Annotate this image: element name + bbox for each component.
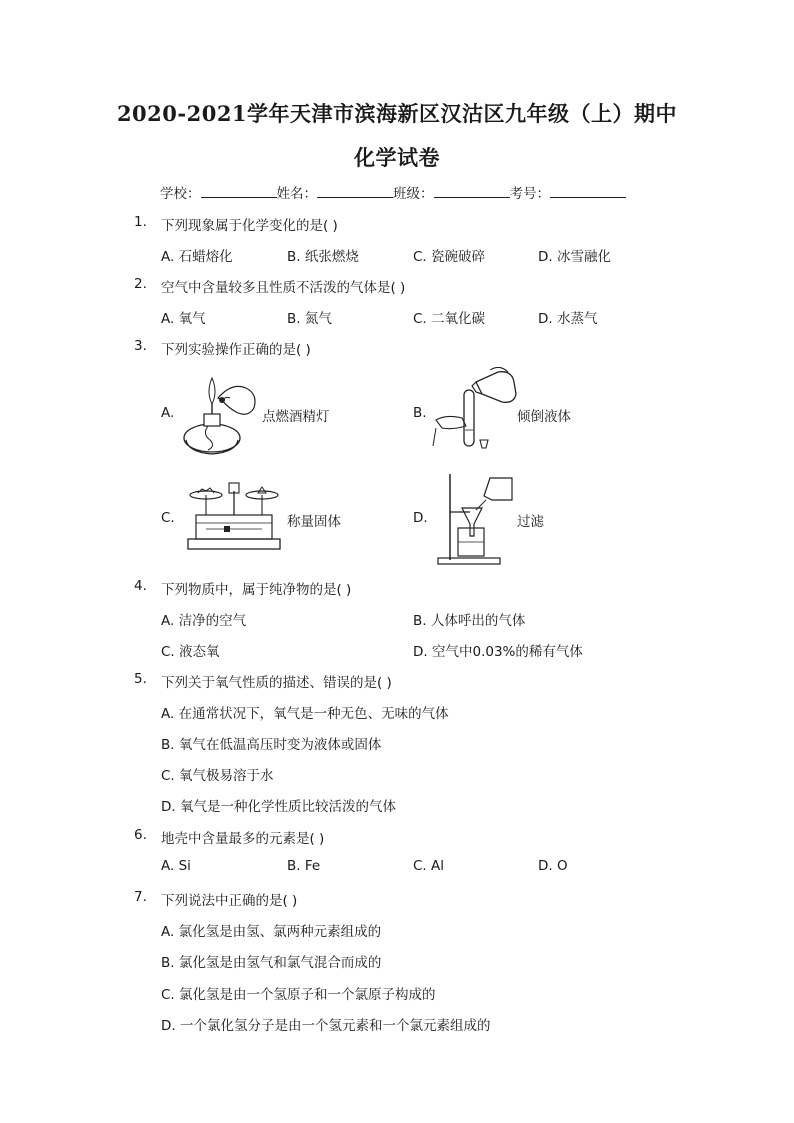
question-5	[0, 671, 794, 691]
question-text: 下列实验操作正确的是( )	[161, 342, 311, 358]
option-c[interactable]: C. 二氧化碳	[413, 311, 486, 327]
question-number: 5.	[134, 671, 147, 687]
question-text: 空气中含量较多且性质不活泼的气体是( )	[161, 280, 406, 296]
option-a[interactable]: A. 在通常状况下，氧气是一种无色、无味的气体	[161, 706, 449, 722]
option-c[interactable]: C. Al	[413, 858, 444, 874]
option-b[interactable]: B.	[413, 405, 427, 421]
option-a[interactable]: A. 洁净的空气	[161, 613, 247, 629]
class-label: 班级：	[393, 186, 434, 202]
exam-no-label: 考号：	[509, 186, 550, 202]
option-d[interactable]: D. 冰雪融化	[538, 249, 611, 265]
exam-subtitle: 化学试卷	[354, 145, 440, 170]
option-a[interactable]: A. 氧气	[161, 311, 206, 327]
option-d[interactable]: D.	[413, 510, 428, 526]
option-b[interactable]: B. Fe	[287, 858, 321, 874]
option-b[interactable]: B. 人体呼出的气体	[413, 613, 526, 629]
question-number: 6.	[134, 827, 147, 843]
option-a[interactable]: A. 石蜡熔化	[161, 249, 233, 265]
option-d[interactable]: D. 空气中0.03%的稀有气体	[413, 644, 583, 660]
school-blank[interactable]	[201, 183, 277, 198]
option-c[interactable]: C. 液态氧	[161, 644, 220, 660]
option-a[interactable]: A. Si	[161, 858, 191, 874]
exam-no-blank[interactable]	[550, 183, 626, 198]
question-number: 4.	[134, 578, 147, 594]
question-6	[0, 827, 794, 847]
option-b[interactable]: B. 纸张燃烧	[287, 249, 359, 265]
exam-title: 2020-2021学年天津市滨海新区汉沽区九年级（上）期中	[116, 101, 678, 126]
class-blank[interactable]	[434, 183, 510, 198]
name-blank[interactable]	[317, 183, 393, 198]
pouring-liquid-figure	[432, 364, 522, 460]
option-b[interactable]: B. 氧气在低温高压时变为液体或固体	[161, 737, 382, 753]
option-d[interactable]: D. O	[538, 858, 568, 874]
figure-label: 称量固体	[287, 514, 341, 530]
option-c[interactable]: C.	[161, 510, 175, 526]
option-c[interactable]: C. 氯化氢是由一个氢原子和一个氯原子构成的	[161, 987, 436, 1003]
student-info-line	[160, 182, 626, 202]
question-text: 地壳中含量最多的元素是( )	[161, 831, 325, 847]
question-number: 1.	[134, 214, 147, 230]
question-number: 2.	[134, 276, 147, 292]
question-text: 下列说法中正确的是( )	[161, 893, 298, 909]
option-d[interactable]: D. 水蒸气	[538, 311, 598, 327]
question-text: 下列物质中，属于纯净物的是( )	[161, 582, 352, 598]
figure-label: 倾倒液体	[517, 409, 571, 425]
figure-label: 过滤	[517, 514, 544, 530]
school-label: 学校：	[160, 186, 201, 202]
option-a[interactable]: A. 氯化氢是由氢、氯两种元素组成的	[161, 924, 382, 940]
question-4	[0, 578, 794, 598]
option-d[interactable]: D. 氧气是一种化学性质比较活泼的气体	[161, 799, 396, 815]
name-label: 姓名：	[276, 186, 317, 202]
question-text: 下列现象属于化学变化的是( )	[161, 218, 338, 234]
filtration-figure	[436, 470, 520, 566]
question-7	[0, 889, 794, 909]
alcohol-lamp-figure	[178, 368, 264, 460]
option-d[interactable]: D. 一个氯化氢分子是由一个氢元素和一个氯元素组成的	[161, 1018, 491, 1034]
option-b[interactable]: B. 氯化氢是由氢气和氯气混合而成的	[161, 955, 382, 971]
question-2	[0, 276, 794, 296]
option-a[interactable]: A.	[161, 405, 175, 421]
option-c[interactable]: C. 瓷碗破碎	[413, 249, 486, 265]
question-text: 下列关于氧气性质的描述、错误的是( )	[161, 675, 392, 691]
figure-label: 点燃酒精灯	[262, 409, 330, 425]
question-1	[0, 214, 794, 234]
balance-scale-figure	[184, 477, 284, 553]
question-number: 3.	[134, 338, 147, 354]
option-b[interactable]: B. 氮气	[287, 311, 332, 327]
question-3	[0, 338, 794, 358]
option-c[interactable]: C. 氧气极易溶于水	[161, 768, 274, 784]
question-number: 7.	[134, 889, 147, 905]
